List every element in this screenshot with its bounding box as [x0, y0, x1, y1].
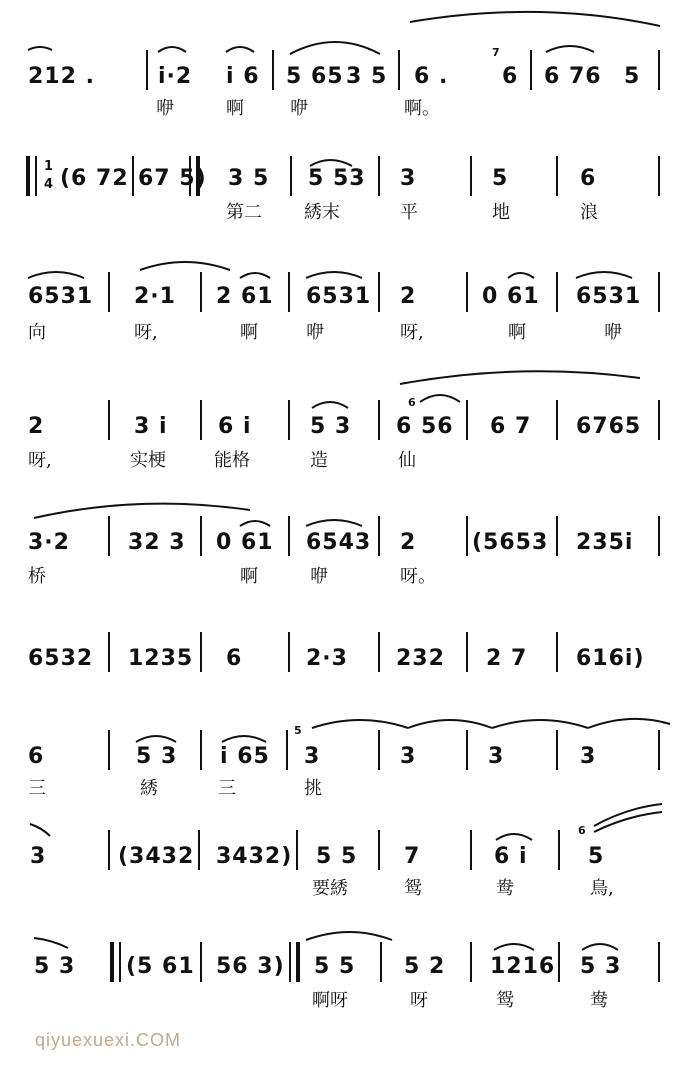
barline — [200, 942, 202, 982]
watermark: qiyuexuexi.COM — [35, 1030, 182, 1050]
note-group: 6 — [580, 166, 597, 191]
barline — [200, 632, 202, 672]
note-group: 5 — [492, 166, 509, 191]
barline — [132, 156, 134, 196]
slur-marks — [0, 930, 700, 1040]
note-group: 5 — [588, 844, 605, 869]
note-group: 5 5 — [314, 954, 356, 979]
lyric: 浪 — [580, 202, 598, 223]
barline — [378, 156, 380, 196]
lyric: 向 — [28, 322, 46, 343]
barline — [466, 632, 468, 672]
barline — [470, 830, 472, 870]
barline — [198, 830, 200, 870]
lyric: 呀 — [410, 990, 428, 1011]
grace-note: 5 — [294, 724, 302, 737]
lyric: 咿 — [604, 322, 622, 343]
lyric: 啊 — [240, 566, 258, 587]
slur-marks — [0, 40, 700, 150]
lyric: 咿 — [306, 322, 324, 343]
note-group: 2 7 — [486, 646, 528, 671]
slur-marks — [0, 820, 700, 930]
lyric: 啊呀 — [312, 990, 348, 1011]
barline — [556, 156, 558, 196]
barline — [378, 830, 380, 870]
note-group: 6 — [502, 64, 519, 89]
time-signature-bottom: 4 — [44, 177, 54, 192]
barline — [378, 272, 380, 312]
barline — [286, 730, 288, 770]
note-group: 3432) — [216, 844, 293, 869]
note-group: 6765 — [576, 414, 642, 439]
note-group: 5 53 — [308, 166, 366, 191]
barline — [288, 516, 290, 556]
note-group: 1216 — [490, 954, 556, 979]
lyric: 三 — [28, 778, 46, 799]
barline — [658, 272, 660, 312]
slur-marks — [0, 262, 700, 372]
barline — [288, 400, 290, 440]
note-group: 5 3 — [580, 954, 622, 979]
note-group: 6 56 — [396, 414, 454, 439]
grace-note: 7 — [492, 46, 500, 59]
note-group: 3 — [400, 166, 417, 191]
barline — [556, 400, 558, 440]
lyric: 地 — [492, 202, 510, 223]
barline — [658, 156, 660, 196]
note-group: 1235 — [128, 646, 194, 671]
barline — [466, 730, 468, 770]
system-7 — [0, 720, 700, 830]
barline — [378, 730, 380, 770]
lyric: 鸳 — [496, 990, 514, 1011]
time-signature-top: 1 — [44, 159, 54, 174]
barline — [380, 942, 382, 982]
lyric: 三 — [218, 778, 236, 799]
note-group: 6 — [226, 646, 243, 671]
note-group: 5 3 — [310, 414, 352, 439]
barline — [200, 272, 202, 312]
note-group: (6 72 — [60, 166, 129, 191]
barline — [658, 942, 660, 982]
note-group: i·2 — [158, 64, 193, 89]
lyric: 啊。 — [404, 98, 440, 119]
note-group: (3432 — [118, 844, 195, 869]
barline — [556, 730, 558, 770]
barline — [556, 632, 558, 672]
note-group: 6531 — [576, 284, 642, 309]
note-group: 6 7 — [490, 414, 532, 439]
note-group: 6 i — [218, 414, 252, 439]
note-group: 3 i — [134, 414, 168, 439]
system-1 — [0, 40, 700, 150]
note-group: 6543 — [306, 530, 372, 555]
note-group: 32 3 — [128, 530, 186, 555]
grace-note: 6 — [408, 396, 416, 409]
system-3 — [0, 262, 700, 372]
barline — [288, 272, 290, 312]
barline — [108, 830, 110, 870]
barline — [108, 400, 110, 440]
barline — [290, 156, 292, 196]
barline — [470, 942, 472, 982]
lyric: 啊 — [226, 98, 244, 119]
system-4 — [0, 374, 700, 484]
note-group: (5 61 — [126, 954, 195, 979]
note-group: 235i — [576, 530, 634, 555]
barline — [556, 272, 558, 312]
system-6 — [0, 624, 700, 734]
lyric: 呀。 — [400, 566, 436, 587]
barline — [146, 50, 148, 90]
lyric: 要綉 — [312, 878, 348, 899]
barline — [466, 516, 468, 556]
barline — [658, 400, 660, 440]
barline — [466, 272, 468, 312]
barline — [200, 516, 202, 556]
barline — [658, 516, 660, 556]
lyric: 挑 — [304, 778, 322, 799]
lyric: 鸯 — [496, 878, 514, 899]
note-group: 5 3 — [34, 954, 76, 979]
barline — [398, 50, 400, 90]
barline — [108, 272, 110, 312]
barline — [556, 516, 558, 556]
lyric: 能格 — [214, 450, 250, 471]
note-group: 3 — [30, 844, 47, 869]
note-group: 2 — [400, 530, 417, 555]
note-group: 3 — [304, 744, 321, 769]
barline — [658, 730, 660, 770]
note-group: 5 65 — [286, 64, 344, 89]
note-group: 232 — [396, 646, 445, 671]
note-group: 2·1 — [134, 284, 176, 309]
note-group: 7 — [404, 844, 421, 869]
note-group: 3 — [400, 744, 417, 769]
note-group: 6 i — [494, 844, 528, 869]
barline — [200, 400, 202, 440]
grace-note: 6 — [578, 824, 586, 837]
lyric: 桥 — [28, 566, 46, 587]
note-group: 5 3 — [136, 744, 178, 769]
lyric: 綉 — [140, 778, 158, 799]
note-group: 2 61 — [216, 284, 274, 309]
barline — [378, 632, 380, 672]
note-group: 6 76 — [544, 64, 602, 89]
lyric: 鸯 — [590, 990, 608, 1011]
barline — [288, 632, 290, 672]
barline — [466, 400, 468, 440]
barline — [200, 730, 202, 770]
note-group: 3·2 — [28, 530, 70, 555]
note-group: 2 — [28, 414, 45, 439]
note-group: 2 — [400, 284, 417, 309]
slur-marks — [0, 720, 700, 830]
barline — [272, 50, 274, 90]
note-group: 2·3 — [306, 646, 348, 671]
note-group: 6531 — [28, 284, 94, 309]
barline — [108, 516, 110, 556]
note-group: i 6 — [226, 64, 260, 89]
lyric: 实梗 — [130, 450, 166, 471]
note-group: 212 . — [28, 64, 95, 89]
barline — [530, 50, 532, 90]
lyric: 呀, — [28, 450, 52, 471]
note-group: 6 . — [414, 64, 449, 89]
system-2 — [0, 150, 700, 260]
note-group: 616i) — [576, 646, 645, 671]
lyric: 第二 — [226, 202, 262, 223]
barline — [558, 942, 560, 982]
note-group: 3 5 — [228, 166, 270, 191]
barline — [108, 730, 110, 770]
lyric: 啊 — [240, 322, 258, 343]
lyric: 鸳 — [404, 878, 422, 899]
note-group: 3 — [488, 744, 505, 769]
lyric: 呀, — [134, 322, 158, 343]
note-group: 0 61 — [216, 530, 274, 555]
note-group: 6531 — [306, 284, 372, 309]
lyric: 仙 — [398, 450, 416, 471]
lyric: 造 — [310, 450, 328, 471]
lyric: 呀, — [400, 322, 424, 343]
note-group: 5 — [624, 64, 641, 89]
lyric: 咿 — [156, 98, 174, 119]
system-8 — [0, 820, 700, 930]
note-group: 5 2 — [404, 954, 446, 979]
barline — [378, 516, 380, 556]
system-9 — [0, 930, 700, 1040]
lyric: 鳥, — [590, 878, 614, 899]
note-group: 3 — [580, 744, 597, 769]
note-group: 56 3) — [216, 954, 285, 979]
note-group: 0 61 — [482, 284, 540, 309]
barline — [658, 50, 660, 90]
note-group: 6532 — [28, 646, 94, 671]
lyric: 咿 — [290, 98, 308, 119]
note-group: 3 5 — [346, 64, 388, 89]
barline — [470, 156, 472, 196]
lyric: 咿 — [310, 566, 328, 587]
barline — [108, 632, 110, 672]
barline — [558, 830, 560, 870]
barline — [378, 400, 380, 440]
note-group: 67 5) — [138, 166, 207, 191]
note-group: (5653 — [472, 530, 549, 555]
lyric: 平 — [400, 202, 418, 223]
system-5 — [0, 498, 700, 608]
lyric: 啊 — [508, 322, 526, 343]
barline — [296, 830, 298, 870]
note-group: i 65 — [220, 744, 270, 769]
note-group: 5 5 — [316, 844, 358, 869]
note-group: 6 — [28, 744, 45, 769]
lyric: 綉末 — [304, 202, 340, 223]
